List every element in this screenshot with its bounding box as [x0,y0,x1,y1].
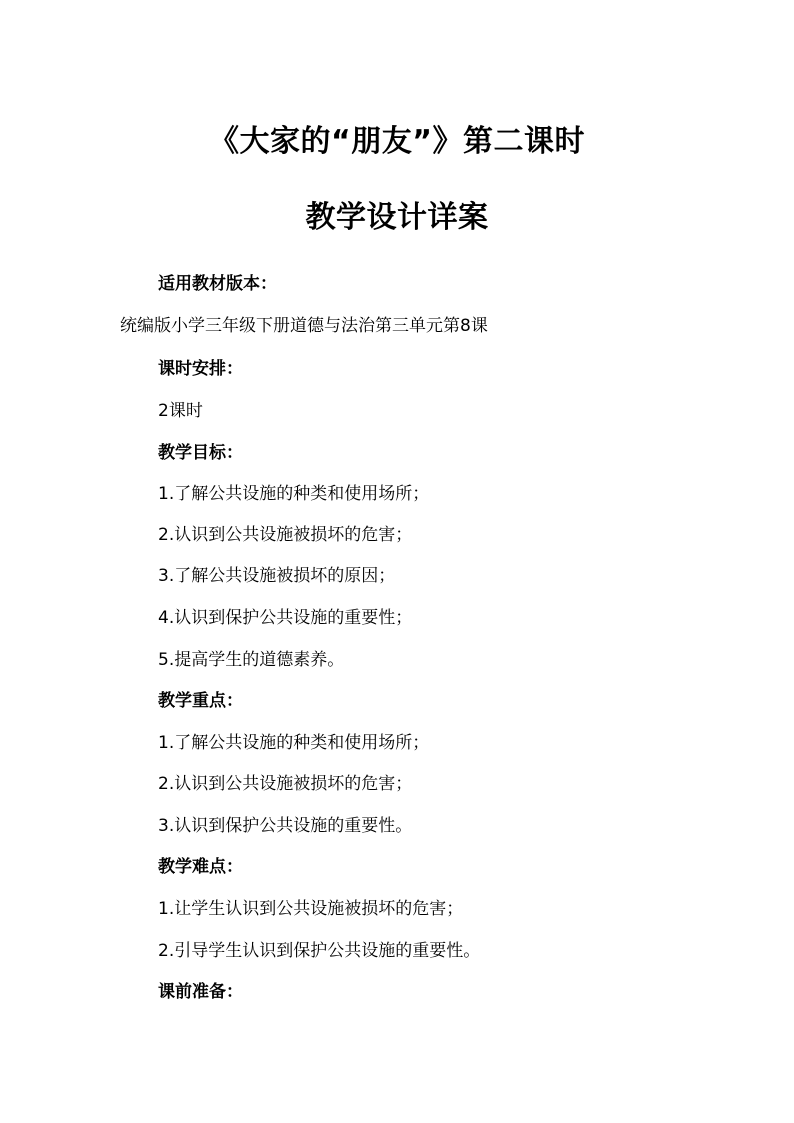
schedule-heading: 课时安排： [158,359,243,379]
goal-item: 3.了解公共设施被损坏的原因； [158,566,396,586]
prep-heading: 课前准备： [158,982,243,1002]
document-title: 《大家的“朋友”》第二课时 [209,124,585,159]
keypoint-item: 2.认识到公共设施被损坏的危害； [158,774,413,794]
document-subtitle: 教学设计详案 [305,200,489,235]
keypoints-heading: 教学重点： [158,691,243,711]
goal-item: 4.认识到保护公共设施的重要性； [158,608,413,628]
goal-item: 1.了解公共设施的种类和使用场所； [158,484,430,504]
edition-heading: 适用教材版本： [158,274,277,294]
goals-heading: 教学目标： [158,443,243,463]
keypoint-item: 3.认识到保护公共设施的重要性。 [158,816,413,836]
edition-text: 统编版小学三年级下册道德与法治第三单元第8课 [120,316,488,336]
goal-item: 5.提高学生的道德素养。 [158,650,345,670]
difficulty-item: 1.让学生认识到公共设施被损坏的危害； [158,899,464,919]
difficulties-heading: 教学难点： [158,857,243,877]
keypoint-item: 1.了解公共设施的种类和使用场所； [158,733,430,753]
difficulty-item: 2.引导学生认识到保护公共设施的重要性。 [158,941,481,961]
schedule-text: 2课时 [158,401,203,421]
goal-item: 2.认识到公共设施被损坏的危害； [158,525,413,545]
